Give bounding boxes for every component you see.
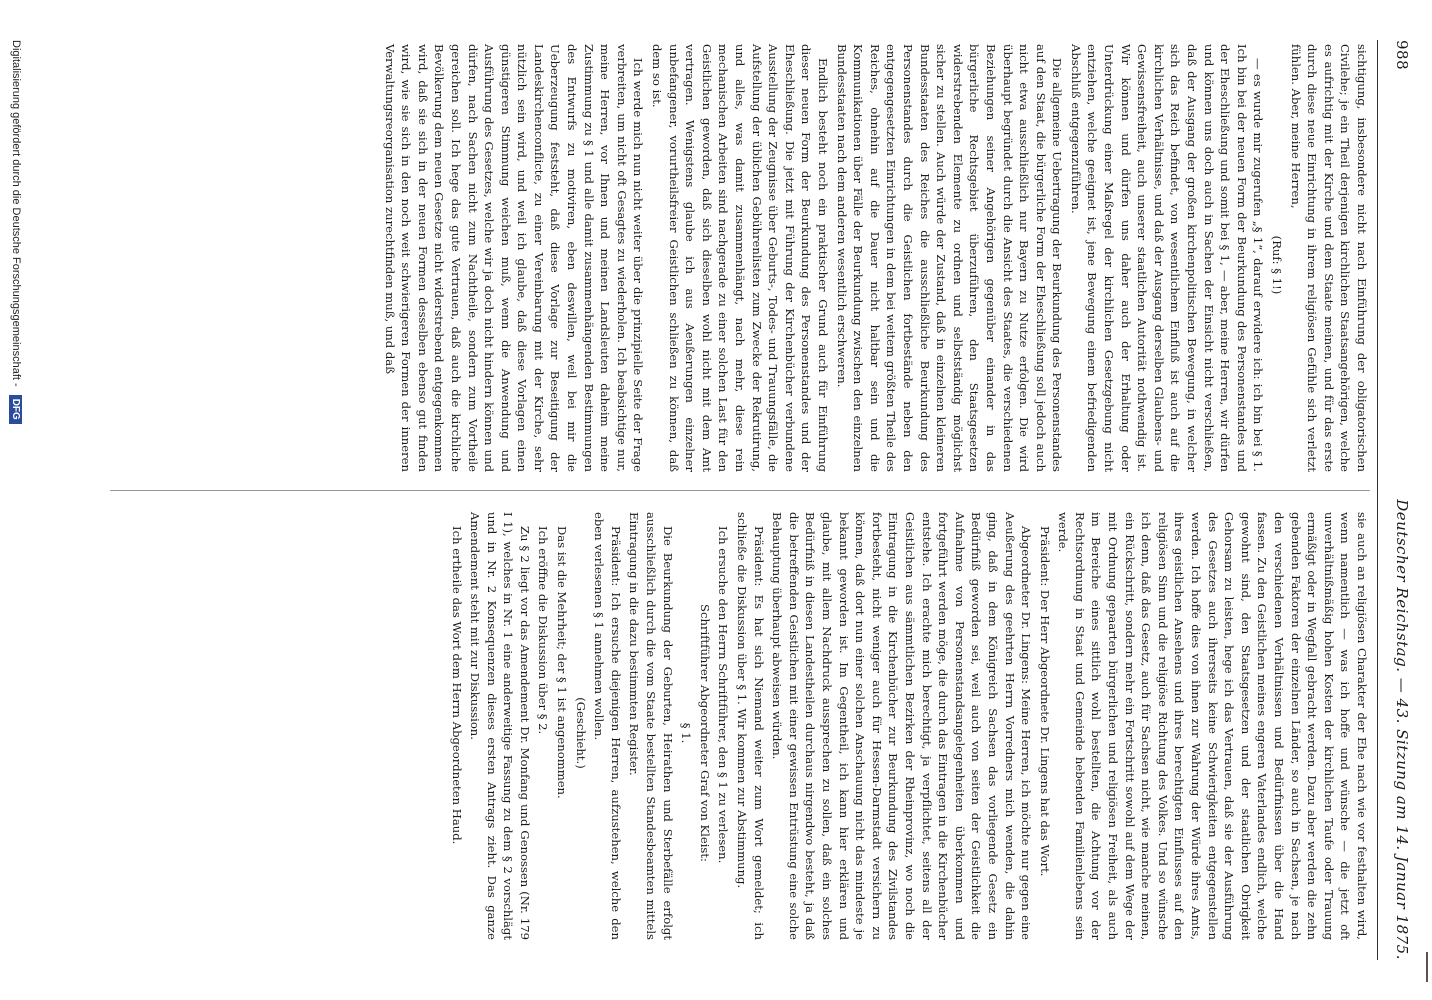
running-title: Deutscher Reichstag. — 43. Sitzung am 14. Januar 1875.: [1393, 499, 1411, 960]
left-paragraph: — es wurde mir zugerufen „§ 1“, darauf erwidere ich: ich bin bei § 1. Ich bin bei der neuen Form der Beurkundung des Personenstandes und der Eheschließung und somit bei § 1, — aber, meine Herren, wir dürfen und können uns doch auch in Sachen der Einsicht nicht verschließen, daß der Ausgang der großen kirchenpolitischen Bewegung, in welcher sich das Reich befindet, von wesentlichem Einfluß ist auch auf die kirchlichen Verhältnisse, und daß der Ausgang derselben Glaubens- und Gewissensfreiheit, auch unserer staatlichen Autorität nothwendig ist. Wir können und dürfen uns daher auch der Erhaltung oder Unterdrückung einer Maßregel der kirchlichen Gesetzgebung nicht entziehen, welche geeignet ist, jene Bewegung einem befriedigenden Abschluß entgegenzuführen.: [1068, 44, 1266, 472]
right-paragraph: sie auch an religiösen Charakter der Ehe nach wie vor festhalten wird, wenn namentlich — was ich hoffe und wünsche — die jetzt oft unverhältnißmäßig hohen Kosten der kirchlichen Taufe oder Trauung ermäßigt oder in Wegfall gebracht werden. Dazu aber werden die zehn gebenden Faktoren der einzelnen Länder, so auch in Sachsen, je nach den verschiedenen Verhältnissen und Bedürfnissen über die Hand fassen. Zu den Geistlichen meines engeren Vaterlandes endlich, welche gewohnt sind, den Staatsgesetzen und der staatlichen Obrigkeit Gehorsam zu leisten, hege ich das Vertrauen, daß sie der Ausführung des Gesetzes auch ihrerseits keine Schwierigkeiten entgegenstellen werden. Ich hoffe dies von ihnen zur Wahrung der Würde ihres Amts, ihres geistlichen Ansehens und ihres berechtigten Einflusses auf den religiösen Sinn und die religiöse Richtung des Volkes. Und so wünsche ich denn, daß das Gesetz, auch für Sachsen nicht, wie manche meinen, ein Rückschritt, sondern mehr ein Fortschritt sowohl auf dem Wege der mit Ordnung gepaarten bürgerlichen und religiösen Freiheit, als auch im Bereiche eines sittlich wohl bestellten, die Achtung vor der Rechtsordnung in Staat und Gemeinde hebenden Familienlebens sein werde.: [1056, 512, 1369, 940]
left-paragraph: Die allgemeine Uebertragung der Beurkundung des Personenstandes auf den Staat, die bürgerliche Form der Eheschließung soll jedoch auch nicht etwa ausschließlich nur Bayern zu Nutze erfolgen. Die wird überhaupt begründet durch die Ansicht des Staates, die verschiedenen Beziehungen seiner Angehörigen gegenüber einander in das bürgerliche Rechtsgebiet überzuführen, den Staatsgesetzen widerstrebenden Elemente zu ordnen und selbstständig möglichst sicher zu stellen. Auch würde der Zustand, daß in einzelnen kleineren Bundesstaaten des Reiches die ausschließliche Beurkundung des Personenstandes durch die Geistlichen fortbestände neben den entgegengesetzten Einrichtungen in dem bei weitem größten Theile des Reiches, ohnehin auf die Dauer nicht haltbar sein und die Kommunikationen über Fälle der Beurkundung zwischen den einzelnen Bundesstaaten nach dem anderen wesentlich erschweren.: [834, 44, 1065, 472]
dfg-logo: DFG: [10, 395, 23, 424]
page-number: 988: [1393, 40, 1411, 71]
right-paragraph: Das ist die Mehrheit; der § 1 ist angenommen.: [555, 526, 570, 799]
speaker-paragraph: Präsident: Der Herr Abgeordnete Dr. Lingens hat das Wort.: [1037, 526, 1052, 877]
speaker-paragraph: Präsident: Es hat sich Niemand weiter zum Wort gemeldet; ich schließe die Diskussion über § 1. Wir kommen zur Abstimmung.: [735, 512, 766, 940]
speaker-paragraph: Abgeordneter Dr. Lingens: Meine Herren, ich möchte nur gegen eine Aeußerung des geehrten Herrn Vorredners mich wenden, die dahin ging, daß in dem Königreich Sachsen das vorliegende Gesetz ein Bedürfniß geworden sei, weil auch von seiten der Geistlichkeit die Aufnahme von Personenstandsangelegenheiten überkommen und fortgeführt werden möge, die durch das Eintragen in die Kirchenbücher entstehe. Ich erachte mich berechtigt, ja verpflichtet, seitens all der Geistlichen aus sämmtlichen Bezirken der Rheinprovinz, wo noch die Eintragung in die Kirchenbücher zur Beurkundung des Zivilstandes fortbesteht, nicht weniger auch für Hessen-Darmstadt versichern zu können, daß dort nun einer solchen Anschauung nicht das mindeste je bekannt geworden ist. Im Gegentheil, ich kann hier erklären und glaube, mit allem Nachdruck aussprechen zu sollen, daß ein solches Bedürfniß in diesen Landestheilen durchaus nirgendwo besteht, ja daß die betreffenden Geistlichen mit einer gewissen Entrüstung eine solche Behauptung überhaupt abweisen würden.: [770, 512, 1034, 940]
section-text: Die Beurkundung der Geburten, Heirathen und Sterbefälle erfolgt ausschließlich durch die vom Staate bestellten Standesbeamten mittels Eintragung in die dazu bestimmten Register.: [627, 512, 675, 940]
section-heading: § 1.: [679, 722, 694, 744]
left-paragraph: Endlich besteht noch ein praktischer Grund auch für Einführung dieser neuen Form der Beurkundung des Personenstandes und der Eheschließung. Die jetzt mit Führung der Kirchenbücher verbundene Ausstellung der Zeugnisse über Geburts-, Todes- und Trauungsfälle, die Aufstellung der üblichen Gebührenlisten zum Zwecke der Rekrutirung, und alles, was damit zusammenhängt, nach mehr, diese rein mechanischen Arbeiten sind nachgerade zu einer solchen Last für den Geistlichen geworden, daß sich dieselben wohl nicht mit dem Amt vertragen. Wenigstens glaube ich aus Aeußerungen einzelner unbefangener, vorurtheilsfreier Geistlichen schließen zu können, daß dem so ist.: [650, 44, 830, 472]
right-column: [446, 512, 1370, 940]
speaker-paragraph: Präsident: Ich ersuche diejenigen Herren, aufzustehen, welche den eben verlesenen § 1 annehmen wollen.: [592, 512, 623, 940]
interjection: (Geschieht.): [573, 697, 588, 769]
column-divider: [110, 490, 1370, 491]
speaker-heading: Schriftführer Abgeordneter Graf von Kleist:: [697, 604, 712, 862]
right-paragraph: Ich ertheile das Wort dem Herrn Abgeordneten Haud.: [449, 526, 464, 845]
right-paragraph: Zu § 2 liegt vor das Amendement Dr. Monfang und Genossen (Nr. 179 I 1), welches in Nr. 1 eine anderweitige Fassung zu dem § 2 vorschlägt und in Nr. 2 Konsequenzen dieses ersten Antrags zieht. Das ganze Amendement steht mit zur Diskussion.: [468, 512, 532, 940]
interjection: (Ruf: § 1!): [1270, 235, 1285, 295]
left-column: [379, 44, 1370, 472]
page-header: [1380, 40, 1424, 960]
right-paragraph: Ich ersuche den Herrn Schriftführer, den § 1 zu verlesen.: [716, 526, 731, 864]
scan-corner-mark: [1426, 952, 1428, 982]
right-paragraph: Ich eröffne die Diskussion über § 2.: [536, 526, 551, 735]
left-paragraph: Ich werde mich nun nicht weiter über die prinzipielle Seite der Frage verbreiten, um nicht oft Gesagtes zu wiederholen. Ich beabsichtige nur, meine Herren, vor Ihnen und meinen Landsleuten daheim meine Zustimmung zu § 1 und alle damit zusammenhängenden Bestimmungen des Entwurfs zu motiviren, eben deswillen, weil bei mir die Ueberzeugung feststeht, daß diese Vorlage zur Beseitigung der Landeskirchenconflicte, zu einer Vereinbarung mit der Kirche, sehr nützlich sein wird, und weil ich glaube, daß diese Vorlagen einen günstigeren Stimmung weichen muß, wenn die Anwendung und Ausführung des Gesetzes, welche wir ja doch nicht hindern können und dürfen, nach Sachen nicht zum Nachtheile, sondern zum Vortheile gereichen soll. Ich hege das gute Vertrauen, daß auch die kirchliche Bevölkerung dem neuen Gesetze nicht widerstrebend entgegenkommen wird, daß sie sich in der neuen Formen desselben ebenso gut finden wird, wie sie sich in den noch weit schwierigeren Formen der inneren Verwaltungsreorganisation zurechtfinden muß, und daß: [382, 44, 646, 472]
credit-text: Digitalisierung gefördert durch die Deutsche Forschungsgemeinschaft -: [10, 40, 22, 387]
header-rule: [1377, 40, 1378, 960]
digitization-credit: [6, 40, 26, 424]
left-paragraph: sichtigung, insbesondere nicht nach Einführung der obligatorischen Civilehe; je ein Theil derjenigen kirchlichen Staatsangehörigen, welche es aufrichtig mit der Kirche und dem Staate meinen, und für das erste durch diese neue Einrichtung in ihrem religiösen Gefühle sich verletzt fühlen. Aber, meine Herren,: [1288, 44, 1369, 472]
